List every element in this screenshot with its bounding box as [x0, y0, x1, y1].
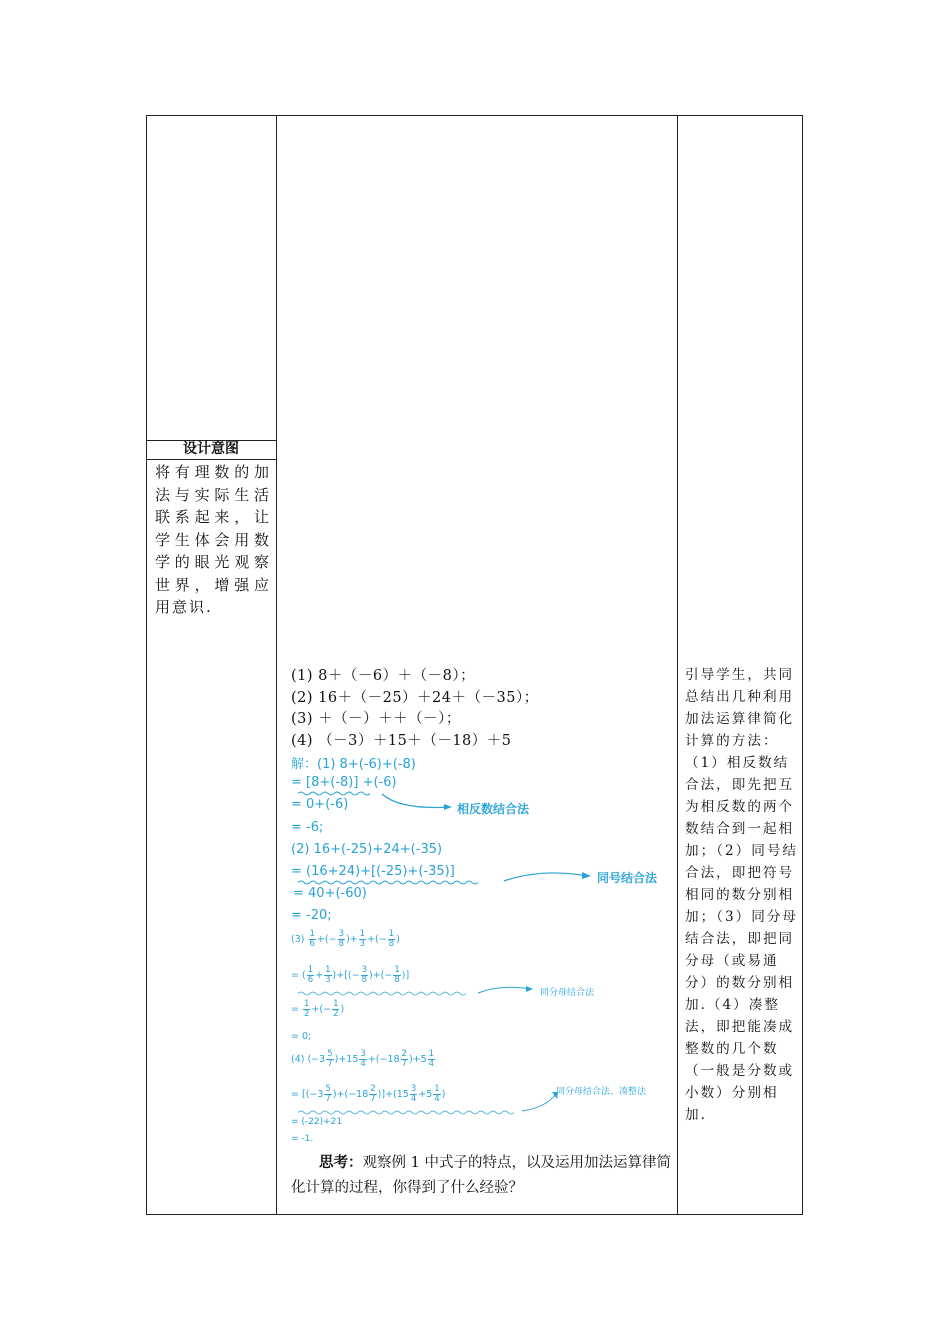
solution-line-15: = (-22)+21 [291, 1117, 343, 1127]
wavy-underline-4 [298, 1110, 514, 1115]
solution-line-12: = 0; [291, 1031, 312, 1042]
column-divider-2 [677, 116, 678, 1214]
wavy-underline-1 [298, 791, 370, 796]
arrow-3 [476, 984, 536, 996]
fraction: $\frac{5}{7}$ [325, 1084, 331, 1104]
fraction: $\frac{2}{7}$ [370, 1084, 376, 1104]
solution-line-11: = $\frac{1}{2}$ +(− $\frac{1}{2}$ ) [291, 999, 345, 1019]
problem-1: (1) 8＋（－6）＋（－8）； [291, 668, 476, 684]
fraction: $\frac{1}{6}$ [309, 929, 315, 949]
fraction: $\frac{1}{8}$ [394, 965, 400, 985]
row-divider-bottom [147, 459, 276, 460]
problem-4: (4) （－3）＋15＋（－18）＋5 [291, 732, 512, 749]
fraction: $\frac{1}{2}$ [333, 999, 339, 1019]
think-text: 观察例 1 中式子的特点，以及运用加法运算律简化计算的过程，你得到了什么经验？ [291, 1155, 671, 1196]
fraction: $\frac{1}{8}$ [388, 929, 395, 949]
fraction: $\frac{1}{3}$ [359, 929, 366, 949]
equals-sign: = [291, 1004, 299, 1015]
teacher-guidance-text: 引导学生，共同总结出几种利用加法运算律简化计算的方法：（1）相反数结合法，即先把互为相反数的两个数结合到一起相加；（2）同号结合法，即把符号相同的数分别相加；（3）同分母结合法，即把同分母（或易通分）的数分别相加.（4）凑整法，即把能凑成整数的几个数（一般是分数或小数）分别相加. [685, 667, 799, 1123]
arrow-4 [520, 1090, 560, 1114]
fraction: $\frac{1}{6}$ [307, 965, 314, 985]
solution-line-14: = [(−3 $\frac{5}{7}$ )+(−18 $\frac{2}{7}$ )]+(15 $\frac{3}{4}$ +5 $\frac{1}{4}$ ) [291, 1084, 446, 1104]
part3-label: (3) [291, 934, 305, 945]
solution-line-9: (3) $\frac{1}{6}$ +(− $\frac{3}{8}$ )+ $\frac{1}{3}$ +(− $\frac{1}{8}$ ) [291, 929, 400, 949]
fraction: $\frac{3}{8}$ [361, 965, 367, 985]
wavy-underline-2 [298, 880, 478, 885]
arrow-2 [502, 868, 594, 884]
think-label: 思考： [319, 1154, 363, 1171]
solution-line-10: = ( $\frac{1}{6}$ + $\frac{1}{3}$ )+[(− $\frac{3}{8}$ )+(− $\frac{1}{8}$ )] [291, 965, 410, 985]
problem-list [291, 666, 539, 752]
fraction: $\frac{3}{8}$ [338, 929, 344, 949]
fraction: $\frac{3}{4}$ [410, 1084, 417, 1104]
fraction: $\frac{1}{4}$ [428, 1049, 435, 1069]
solution-line-2: = [8+(-8)] +(-6) [291, 775, 397, 790]
fraction: $\frac{3}{4}$ [360, 1049, 366, 1069]
solution-line-16: = -1. [291, 1134, 314, 1144]
note-same-denominator-rounding: 同分母结合法、凑整法 [556, 1087, 647, 1097]
part4-label: (4) [291, 1054, 305, 1065]
note-opposite-numbers: 相反数结合法 [457, 802, 530, 816]
problem-2: (2) 16＋（－25）＋24＋（－35）； [291, 689, 539, 706]
solution-line-4: = -6; [291, 820, 324, 835]
problem-3: (3) ＋（－）＋＋（－）； [291, 711, 461, 727]
column-divider-1 [276, 116, 277, 1214]
fraction: $\frac{1}{2}$ [304, 999, 310, 1019]
fraction: $\frac{2}{7}$ [401, 1049, 407, 1069]
solution-line-8: = -20; [291, 908, 332, 923]
note-same-denominator: 同分母结合法 [540, 988, 595, 998]
solution-line-13: (4) (−3 $\frac{5}{7}$ )+15 $\frac{3}{4}$ +(−18 $\frac{2}{7}$ )+5 $\frac{1}{4}$ [291, 1049, 435, 1069]
note-same-sign: 同号结合法 [597, 871, 658, 885]
solution-line-5: (2) 16+(-25)+24+(-35) [291, 842, 443, 857]
fraction: $\frac{1}{4}$ [434, 1084, 440, 1104]
solution-line-7: = 40+(-60) [293, 886, 367, 901]
fraction: $\frac{5}{7}$ [327, 1049, 333, 1069]
solution-line-1: 解：(1) 8+(-6)+(-8) [291, 757, 416, 772]
arrow-1 [380, 792, 455, 814]
fraction: $\frac{1}{3}$ [325, 965, 331, 985]
think-paragraph [291, 1150, 671, 1201]
solution-line-6: = (16+24)+[(-25)+(-35)] [291, 864, 455, 879]
design-intent-text: 将有理数的加法与实际生活联系起来，让学生体会用数学的眼光观察世界，增强应用意识. [155, 463, 271, 616]
design-intent-heading: 设计意图 [183, 441, 239, 457]
equals-sign: = [291, 970, 299, 981]
wavy-underline-3 [298, 991, 466, 996]
solution-line-3: = 0+(-6) [291, 797, 349, 812]
equals-sign: = [291, 1089, 299, 1100]
